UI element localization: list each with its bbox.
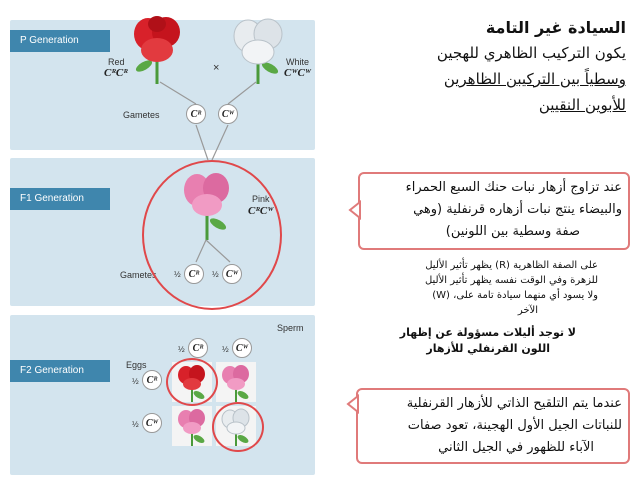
pink-genotype: CᴿCᵂ [248, 205, 274, 217]
egg-gamete-w: Cᵂ [142, 413, 162, 433]
egg-half-r: ½ [132, 377, 139, 386]
f1-generation-tab: F1 Generation [10, 188, 110, 210]
para-line: للزهرة وفي الوقت نفسه يظهر تأثير الأليل [424, 275, 598, 286]
box1-line: عند تزاوج أزهار نبات حنك السبع الحمراء [405, 180, 622, 195]
egg-half-w: ½ [132, 420, 139, 429]
intro-line: للأبوين النقيين [538, 96, 626, 114]
white-label: White [286, 57, 310, 67]
red-genotype: CᴿCᴿ [104, 67, 128, 79]
para-line: على الصفة الظاهرية (R) يظهر تأثير الأليل [425, 260, 598, 271]
box2-line: عندما يتم التلقيح الذاتي للأزهار القرنفلية [406, 396, 622, 411]
sperm-label: Sperm [277, 323, 304, 333]
box2-line: الآباء للظهور في الجيل الثاني [438, 440, 594, 455]
egg-gamete-r: Cᴿ [142, 370, 162, 390]
f2-generation-tab: F2 Generation [10, 360, 110, 382]
para-line: الآخر [517, 305, 538, 316]
p-generation-tab: P Generation [10, 30, 110, 52]
f1-gametes-label: Gametes [120, 270, 157, 280]
intro-line: وسطياً بين التركيبن الظاهرين [443, 70, 626, 88]
sperm-half-r: ½ [178, 345, 185, 354]
white-genotype: CᵂCᵂ [284, 67, 311, 79]
sperm-gamete-r: Cᴿ [188, 338, 208, 358]
pink-label: Pink [252, 194, 270, 204]
bold-note-line: اللون القرنفلي للأزهار [426, 342, 550, 355]
box1-line: والبيضاء ينتج نبات أزهاره قرنفلية (وهي [413, 202, 622, 217]
sperm-half-w: ½ [222, 345, 229, 354]
eggs-label: Eggs [126, 360, 147, 370]
cross-sign: × [213, 62, 220, 74]
p-gamete-r: Cᴿ [186, 104, 206, 124]
f1-gamete-r: Cᴿ [184, 264, 204, 284]
box2-line: للنباتات الجيل الأول الهجينة، تعود صفات [407, 418, 622, 433]
sperm-gamete-w: Cᵂ [232, 338, 252, 358]
p-gamete-w: Cᵂ [218, 104, 238, 124]
para-line: ولا يسود أي منهما سيادة تامة على، (W) [432, 290, 598, 301]
p-gametes-label: Gametes [123, 110, 160, 120]
title-heading: السيادة غير التامة [485, 18, 626, 37]
red-label: Red [108, 57, 125, 67]
bold-note-line: لا توجد أليلات مسؤولة عن إظهار [399, 326, 576, 339]
intro-line: يكون التركيب الظاهري للهجين [436, 44, 626, 62]
f1-half-r: ½ [174, 270, 181, 279]
f1-gamete-w: Cᵂ [222, 264, 242, 284]
f1-half-w: ½ [212, 270, 219, 279]
box1-line: صفة وسطية بين اللونين) [445, 224, 580, 239]
